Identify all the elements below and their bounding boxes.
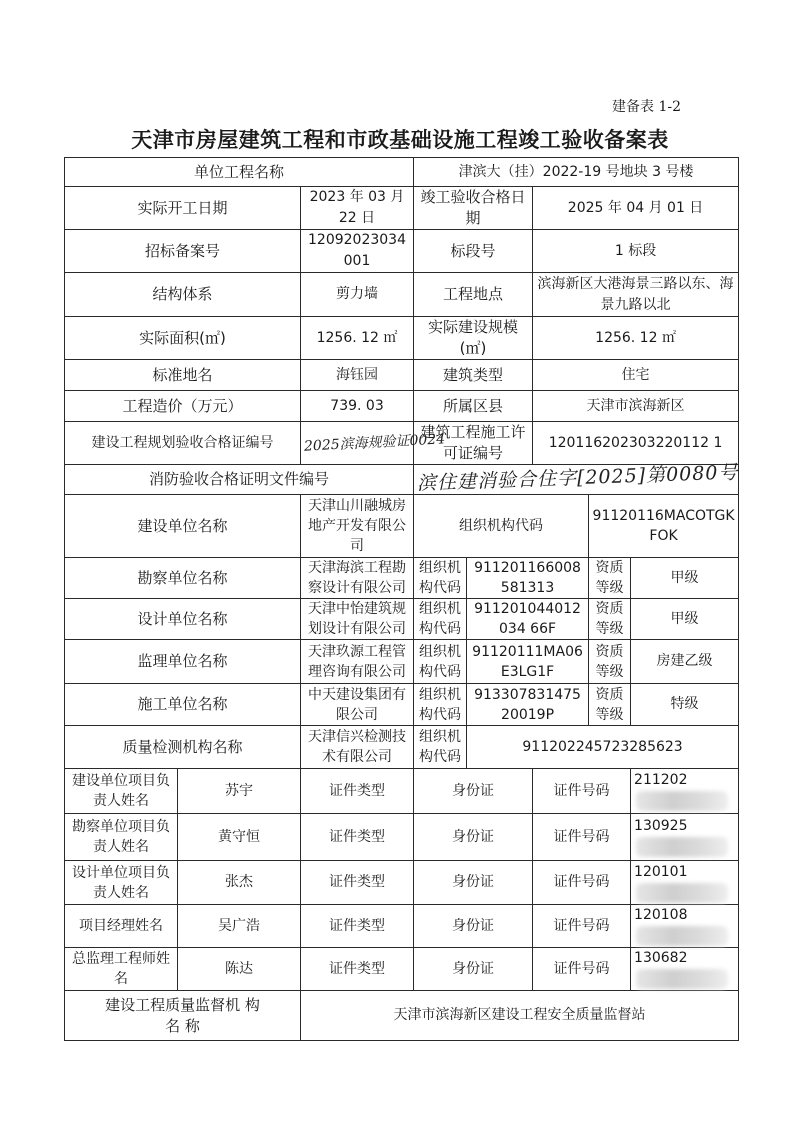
unit-row <box>65 640 739 684</box>
id-number-prefix: 211202 <box>634 772 688 788</box>
person-name: 陈达 <box>178 948 301 991</box>
person-label: 建设单位项目负责人姓名 <box>65 769 178 814</box>
row-certificates <box>65 422 739 465</box>
section-value: 1 标段 <box>533 230 739 273</box>
qualification-label: 资质等级 <box>589 684 631 726</box>
id-type-value: 身份证 <box>414 769 533 814</box>
acceptance-date-label: 竣工验收合格日期 <box>414 187 533 230</box>
document-title: 天津市房屋建筑工程和市政基础设施工程竣工验收备案表 <box>131 128 669 152</box>
redacted-blur <box>636 837 728 857</box>
org-code-label: 组织机构代码 <box>414 558 467 599</box>
construction-permit-label: 建筑工程施工许可证编号 <box>414 422 533 465</box>
id-type-label: 证件类型 <box>301 861 414 905</box>
org-code-value: 91120111MA06E3LG1F <box>467 640 589 684</box>
row-standard-name <box>65 360 739 391</box>
row-bid <box>65 230 739 273</box>
id-type-value: 身份证 <box>414 948 533 991</box>
org-code-label: 组织机构代码 <box>414 495 589 558</box>
org-code-label: 组织机构代码 <box>414 599 467 640</box>
row-area <box>65 317 739 360</box>
id-type-label: 证件类型 <box>301 814 414 861</box>
fire-cert-handwriting: 滨住建消验合住字[2025]第0080号 <box>416 461 739 495</box>
district-label: 所属区县 <box>414 391 533 422</box>
acceptance-date-value: 2025 年 04 月 01 日 <box>533 187 739 230</box>
fire-cert-label: 消防验收合格证明文件编号 <box>65 465 414 495</box>
scale-value: 1256. 12 ㎡ <box>533 317 739 360</box>
qualification-label: 资质等级 <box>589 640 631 684</box>
unit-name: 中天建设集团有限公司 <box>301 684 414 726</box>
qualification-value: 房建乙级 <box>631 640 739 684</box>
unit-label: 质量检测机构名称 <box>65 726 301 769</box>
id-number-value <box>631 814 739 861</box>
row-dates <box>65 187 739 230</box>
id-type-value: 身份证 <box>414 814 533 861</box>
id-type-label: 证件类型 <box>301 948 414 991</box>
structure-label: 结构体系 <box>65 273 301 317</box>
unit-label: 施工单位名称 <box>65 684 301 726</box>
project-name-label: 单位工程名称 <box>65 158 414 187</box>
section-label: 标段号 <box>414 230 533 273</box>
standard-name-value: 海钰园 <box>301 360 414 391</box>
area-label: 实际面积(㎡) <box>65 317 301 360</box>
district-value: 天津市滨海新区 <box>533 391 739 422</box>
org-code-value: 911201044012034 66F <box>467 599 589 640</box>
unit-row <box>65 495 739 558</box>
row-project-name <box>65 158 739 187</box>
structure-value: 剪力墙 <box>301 273 414 317</box>
person-row <box>65 905 739 948</box>
unit-label: 建设单位名称 <box>65 495 301 558</box>
redacted-blur <box>636 926 728 946</box>
unit-name: 天津山川融城房地产开发有限公司 <box>301 495 414 558</box>
qualification-value: 甲级 <box>631 558 739 599</box>
qualification-value: 甲级 <box>631 599 739 640</box>
id-number-label: 证件号码 <box>533 769 631 814</box>
unit-row <box>65 599 739 640</box>
row-fire-cert <box>65 465 739 495</box>
org-code-label: 组织机构代码 <box>414 684 467 726</box>
id-number-label: 证件号码 <box>533 948 631 991</box>
cost-label: 工程造价（万元） <box>65 391 301 422</box>
id-number-prefix: 130925 <box>634 818 688 834</box>
scale-label: 实际建设规模(㎡) <box>414 317 533 360</box>
standard-name-label: 标准地名 <box>65 360 301 391</box>
person-row <box>65 814 739 861</box>
person-name: 黄守恒 <box>178 814 301 861</box>
form-number: 建备表 1-2 <box>612 99 681 115</box>
location-value: 滨海新区大港海景三路以东、海景九路以北 <box>533 273 739 317</box>
id-number-prefix: 120108 <box>634 907 688 923</box>
org-code-value: 911201166008581313 <box>467 558 589 599</box>
start-date-value: 2023 年 03 月 22 日 <box>301 187 414 230</box>
planning-cert-value <box>301 422 446 465</box>
id-type-value: 身份证 <box>414 861 533 905</box>
person-label: 总监理工程师姓名 <box>65 948 178 991</box>
org-code-value: 911202245723285623 <box>467 726 739 769</box>
start-date-label: 实际开工日期 <box>65 187 301 230</box>
qualification-label: 资质等级 <box>589 558 631 599</box>
person-row <box>65 948 739 991</box>
id-number-label: 证件号码 <box>533 814 631 861</box>
row-cost <box>65 391 739 422</box>
id-number-prefix: 120101 <box>634 863 688 880</box>
unit-name: 天津信兴检测技术有限公司 <box>301 726 414 769</box>
person-name: 吴广浩 <box>178 905 301 948</box>
location-label: 工程地点 <box>414 273 533 317</box>
supervision-label: 建设工程质量监督机 构 名 称 <box>65 991 301 1041</box>
construction-permit-value: 120116202303220112 1 <box>533 422 739 465</box>
id-number-prefix: 130682 <box>634 950 688 966</box>
unit-label: 设计单位名称 <box>65 599 301 640</box>
redacted-blur <box>636 883 728 903</box>
redacted-blur <box>636 791 728 811</box>
supervision-value: 天津市滨海新区建设工程安全质量监督站 <box>301 991 739 1041</box>
unit-name: 天津玖源工程管理咨询有限公司 <box>301 640 414 684</box>
area-value: 1256. 12 ㎡ <box>301 317 414 360</box>
id-number-value <box>631 861 739 905</box>
id-number-value <box>631 905 739 948</box>
building-type-value: 住宅 <box>533 360 739 391</box>
fire-cert-value <box>414 461 739 495</box>
org-code-label: 组织机构代码 <box>414 726 467 769</box>
id-number-label: 证件号码 <box>533 861 631 905</box>
id-number-label: 证件号码 <box>533 905 631 948</box>
qualification-value: 特级 <box>631 684 739 726</box>
unit-row <box>65 684 739 726</box>
bid-record-value: 12092023034001 <box>301 230 414 273</box>
person-label: 勘察单位项目负责人姓名 <box>65 814 178 861</box>
row-structure <box>65 273 739 317</box>
org-code-value: 913307831475 20019P <box>467 684 589 726</box>
id-type-label: 证件类型 <box>301 769 414 814</box>
person-name: 苏宇 <box>178 769 301 814</box>
unit-name: 天津海滨工程勘察设计有限公司 <box>301 558 414 599</box>
org-code-label: 组织机构代码 <box>414 640 467 684</box>
unit-name: 天津中怡建筑规划设计有限公司 <box>301 599 414 640</box>
id-type-value: 身份证 <box>414 905 533 948</box>
person-name: 张杰 <box>178 861 301 905</box>
person-row <box>65 861 739 905</box>
project-name-value: 津滨大（挂）2022-19 号地块 3 号楼 <box>414 158 739 187</box>
filing-table <box>64 157 739 1041</box>
org-code-value: 91120116MACOTGKFOK <box>589 495 739 558</box>
cost-value: 739. 03 <box>301 391 414 422</box>
qualification-label: 资质等级 <box>589 599 631 640</box>
id-type-label: 证件类型 <box>301 905 414 948</box>
unit-label: 监理单位名称 <box>65 640 301 684</box>
unit-row <box>65 558 739 599</box>
planning-cert-label: 建设工程规划验收合格证编号 <box>65 422 301 465</box>
planning-cert-handwriting: 2025滨海规验证0024 <box>303 430 446 455</box>
building-type-label: 建筑类型 <box>414 360 533 391</box>
unit-row <box>65 726 739 769</box>
id-number-value <box>631 769 739 814</box>
bid-record-label: 招标备案号 <box>65 230 301 273</box>
id-number-value <box>631 948 739 991</box>
row-supervision <box>65 991 739 1041</box>
person-row <box>65 769 739 814</box>
person-label: 项目经理姓名 <box>65 905 178 948</box>
unit-label: 勘察单位名称 <box>65 558 301 599</box>
redacted-blur <box>636 969 728 989</box>
person-label: 设计单位项目负责人姓名 <box>65 861 178 905</box>
